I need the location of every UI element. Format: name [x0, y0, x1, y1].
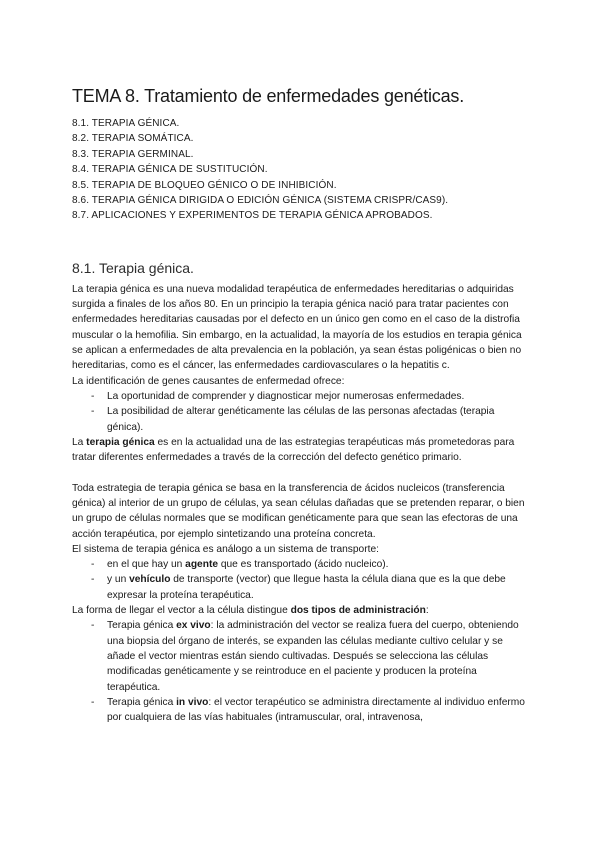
offers-list [72, 389, 532, 435]
toc-item: 8.6. TERAPIA GÉNICA DIRIGIDA O EDICIÓN GÉNICA (SISTEMA CRISPR/CAS9). [72, 195, 449, 207]
dash-bullet: - [91, 390, 95, 402]
page-title: TEMA 8. Tratamiento de enfermedades genéticas. [72, 86, 465, 106]
dash-bullet: - [91, 574, 95, 586]
document-page [72, 86, 532, 725]
gene-therapy-paragraph: La terapia génica es en la actualidad una de las estrategias terapéuticas más prometedoras para tratar diferentes enfermedades a través de la corrección del defecto genético primario. [72, 436, 515, 464]
intro-paragraph: La terapia génica es una nueva modalidad terapéutica de enfermedades hereditarias o adquiridas surgida a finales de los años 80. En un principio la terapia génica nació para tratar pacientes con enfermedades hereditarias causadas por el defecto en un único gen como en el caso de la distrofia muscular o la hemofilia. Sin embargo, en la actualidad, la mayoría de los estudios en terapia génica se aplican a enfermedades de alta prevalencia en la población, ya sean éstas poligénicas o bien no hereditarias, como es el cáncer, las enfermedades cardiovasculares o la hepatitis c. [72, 283, 522, 372]
administration-list [72, 618, 532, 725]
dash-bullet: - [91, 406, 95, 418]
toc-item: 8.7. APLICACIONES Y EXPERIMENTOS DE TERAPIA GÉNICA APROBADOS. [72, 210, 433, 222]
identification-paragraph: La identificación de genes causantes de enfermedad ofrece: [72, 375, 345, 387]
administration-paragraph: La forma de llegar el vector a la célula distingue dos tipos de administración: [72, 605, 429, 617]
table-of-contents [72, 116, 532, 224]
dash-bullet: - [91, 620, 95, 632]
toc-item: 8.5. TERAPIA DE BLOQUEO GÉNICO O DE INHIBICIÓN. [72, 179, 337, 191]
strategy-paragraph: Toda estrategia de terapia génica se basa en la transferencia de ácidos nucleicos (transferencia génica) al interior de un grupo de células, ya sean células dañadas que se pretenden reparar, o bien un grupo de células normales que se modifican genéticamente para que sean las efectoras de una acción terapéutica, por ejemplo sintetizando una proteína concreta. [72, 482, 525, 540]
list-item: - en el que hay un agente que es transportado (ácido nucleico). [72, 557, 532, 572]
toc-item: 8.1. TERAPIA GÉNICA. [72, 118, 180, 129]
list-item: - La posibilidad de alterar genéticamente las células de las personas afectadas (terapia génica). [91, 406, 495, 433]
transport-list [72, 557, 532, 603]
section-title: 8.1. Terapia génica. [72, 259, 194, 276]
list-item: - y un vehículo de transporte (vector) que llegue hasta la célula diana que es la que debe expresar la proteína terapéutica. [91, 574, 506, 601]
toc-item: 8.4. TERAPIA GÉNICA DE SUSTITUCIÓN. [72, 164, 268, 176]
list-item: - Terapia génica in vivo: el vector terapéutico se administra directamente al individuo enfermo por cualquiera de las vías habituales (intramuscular, oral, intravenosa, [91, 696, 525, 724]
toc-item: 8.3. TERAPIA GERMINAL. [72, 148, 194, 160]
toc-item: 8.2. TERAPIA SOMÁTICA. [72, 133, 194, 145]
list-item: - Terapia génica ex vivo: la administración del vector se realiza fuera del cuerpo, obteniendo una biopsia del órgano de interés, se expanden las células mediante cultivo celular y se añade el vector mientras están siendo cultivadas. Después se selecciona las células modificadas genéticamente y se reintroduce en el paciente y producen la proteína terapéutica. [91, 620, 519, 693]
list-item: - La oportunidad de comprender y diagnosticar mejor numerosas enfermedades. [72, 389, 532, 404]
transport-paragraph: El sistema de terapia génica es análogo a un sistema de transporte: [72, 543, 379, 555]
dash-bullet: - [91, 696, 95, 708]
dash-bullet: - [91, 559, 95, 571]
